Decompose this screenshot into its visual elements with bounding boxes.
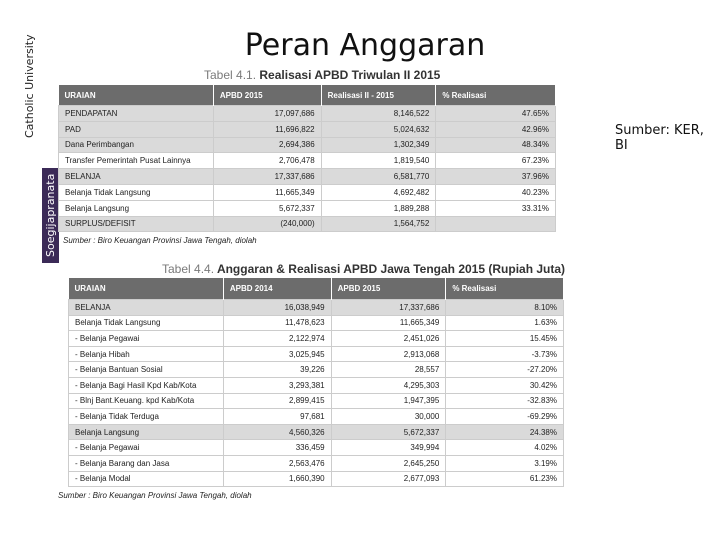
table-row xyxy=(69,424,564,440)
table1-header-cell: % Realisasi xyxy=(436,85,556,106)
table-cell: 2,899,415 xyxy=(223,393,331,409)
table1-caption-number: Tabel 4.1. xyxy=(204,68,257,82)
table-cell: 5,672,337 xyxy=(213,200,321,216)
table-cell: 40.23% xyxy=(436,184,556,200)
table2-header-cell: APBD 2014 xyxy=(223,278,331,300)
table-cell: -27.20% xyxy=(446,362,564,378)
table-row xyxy=(69,377,564,393)
table-cell: Belanja Tidak Langsung xyxy=(69,315,224,331)
table-cell: 5,672,337 xyxy=(331,424,446,440)
table-cell: 16,038,949 xyxy=(223,300,331,316)
table2 xyxy=(68,278,564,487)
table-cell: 39,226 xyxy=(223,362,331,378)
table-row xyxy=(69,455,564,471)
table-cell: -69.29% xyxy=(446,409,564,425)
table-cell: 3.19% xyxy=(446,455,564,471)
table2-header-row xyxy=(69,278,564,300)
table2-header-cell: URAIAN xyxy=(69,278,224,300)
table-cell: 15.45% xyxy=(446,331,564,347)
table-cell: 1,889,288 xyxy=(321,200,436,216)
table-cell: 4,560,326 xyxy=(223,424,331,440)
table2-header-cell: % Realisasi xyxy=(446,278,564,300)
table-cell: - Belanja Bantuan Sosial xyxy=(69,362,224,378)
table-cell: 4.02% xyxy=(446,440,564,456)
table-cell: 336,459 xyxy=(223,440,331,456)
table-cell: Belanja Tidak Langsung xyxy=(59,184,214,200)
table-cell: Belanja Langsung xyxy=(59,200,214,216)
table-cell: 37.96% xyxy=(436,169,556,185)
table-cell: 8.10% xyxy=(446,300,564,316)
table-row xyxy=(69,440,564,456)
table-row xyxy=(69,362,564,378)
table-cell: Dana Perimbangan xyxy=(59,137,214,153)
table-cell: 1,947,395 xyxy=(331,393,446,409)
table1 xyxy=(58,85,556,232)
table-cell: 6,581,770 xyxy=(321,169,436,185)
table-cell: - Belanja Tidak Terduga xyxy=(69,409,224,425)
table-cell: -32.83% xyxy=(446,393,564,409)
table-cell: 2,913,068 xyxy=(331,346,446,362)
table-cell: - Blnj Bant.Keuang. kpd Kab/Kota xyxy=(69,393,224,409)
table-cell: 3,293,381 xyxy=(223,377,331,393)
table1-caption-text: Realisasi APBD Triwulan II 2015 xyxy=(259,68,441,82)
table-cell: 4,295,303 xyxy=(331,377,446,393)
table-cell: - Belanja Modal xyxy=(69,471,224,487)
table-cell: 30,000 xyxy=(331,409,446,425)
table1-header-row xyxy=(59,85,556,106)
table-row xyxy=(59,153,556,169)
table-row xyxy=(59,106,556,122)
table-row xyxy=(69,409,564,425)
table-cell: 48.34% xyxy=(436,137,556,153)
table-cell: 17,097,686 xyxy=(213,106,321,122)
table2-caption-text: Anggaran & Realisasi APBD Jawa Tengah 2015 (Rupiah Juta) xyxy=(216,262,566,276)
source-label: Sumber: KER, BI xyxy=(615,123,704,153)
table-cell: 11,478,623 xyxy=(223,315,331,331)
table-cell xyxy=(436,216,556,232)
table-cell: 2,706,478 xyxy=(213,153,321,169)
table-cell: 8,146,522 xyxy=(321,106,436,122)
table-cell: 4,692,482 xyxy=(321,184,436,200)
slide-title: Peran Anggaran xyxy=(244,28,486,63)
table-cell: 2,122,974 xyxy=(223,331,331,347)
table-row xyxy=(69,393,564,409)
table-cell: Transfer Pemerintah Pusat Lainnya xyxy=(59,153,214,169)
table-cell: 1,660,390 xyxy=(223,471,331,487)
table-row xyxy=(69,331,564,347)
table-cell: 1,564,752 xyxy=(321,216,436,232)
table-cell: 67.23% xyxy=(436,153,556,169)
table2-header-cell: APBD 2015 xyxy=(331,278,446,300)
table2-caption-number: Tabel 4.4. xyxy=(162,262,215,276)
table-row xyxy=(59,169,556,185)
table-cell: 1,819,540 xyxy=(321,153,436,169)
table-cell: 17,337,686 xyxy=(213,169,321,185)
table-cell: 47.65% xyxy=(436,106,556,122)
table-row xyxy=(59,216,556,232)
table-row xyxy=(69,346,564,362)
table-row xyxy=(59,184,556,200)
table-cell: Belanja Langsung xyxy=(69,424,224,440)
table-cell: 2,451,026 xyxy=(331,331,446,347)
table-cell: 2,677,093 xyxy=(331,471,446,487)
table-row xyxy=(69,300,564,316)
table-cell: 28,557 xyxy=(331,362,446,378)
table-cell: - Belanja Barang dan Jasa xyxy=(69,455,224,471)
table1-caption xyxy=(204,68,440,82)
university-name-banner: Soegijapranata xyxy=(42,168,59,263)
table1-header-cell: Realisasi II - 2015 xyxy=(321,85,436,106)
table-cell: 11,665,349 xyxy=(331,315,446,331)
table-cell: - Belanja Pegawai xyxy=(69,440,224,456)
table-row xyxy=(69,315,564,331)
table-cell: PAD xyxy=(59,121,214,137)
table-cell: 33.31% xyxy=(436,200,556,216)
table-row xyxy=(69,471,564,487)
table-cell: 61.23% xyxy=(446,471,564,487)
table-cell: 24.38% xyxy=(446,424,564,440)
table-cell: 11,665,349 xyxy=(213,184,321,200)
table-row xyxy=(59,121,556,137)
table-cell: (240,000) xyxy=(213,216,321,232)
table-cell: 11,696,822 xyxy=(213,121,321,137)
table-cell: BELANJA xyxy=(59,169,214,185)
table-cell: 42.96% xyxy=(436,121,556,137)
table2-caption xyxy=(162,262,565,276)
table-cell: -3.73% xyxy=(446,346,564,362)
table-cell: PENDAPATAN xyxy=(59,106,214,122)
table-cell: 349,994 xyxy=(331,440,446,456)
table-cell: 17,337,686 xyxy=(331,300,446,316)
university-label: Catholic University xyxy=(23,34,36,138)
table-cell: 5,024,632 xyxy=(321,121,436,137)
table-cell: 2,694,386 xyxy=(213,137,321,153)
table-cell: 30.42% xyxy=(446,377,564,393)
table-cell: - Belanja Pegawai xyxy=(69,331,224,347)
table1-header-cell: APBD 2015 xyxy=(213,85,321,106)
table-cell: - Belanja Bagi Hasil Kpd Kab/Kota xyxy=(69,377,224,393)
table1-source-note: Sumber : Biro Keuangan Provinsi Jawa Tengah, diolah xyxy=(63,236,257,245)
table-cell: 2,563,476 xyxy=(223,455,331,471)
table-cell: 3,025,945 xyxy=(223,346,331,362)
table-cell: 2,645,250 xyxy=(331,455,446,471)
table-cell: 1.63% xyxy=(446,315,564,331)
table2-source-note: Sumber : Biro Keuangan Provinsi Jawa Tengah, diolah xyxy=(58,491,252,500)
table-cell: SURPLUS/DEFISIT xyxy=(59,216,214,232)
table-cell: 97,681 xyxy=(223,409,331,425)
table-row xyxy=(59,200,556,216)
table-cell: 1,302,349 xyxy=(321,137,436,153)
table-cell: BELANJA xyxy=(69,300,224,316)
table-row xyxy=(59,137,556,153)
table-cell: - Belanja Hibah xyxy=(69,346,224,362)
table1-header-cell: URAIAN xyxy=(59,85,214,106)
